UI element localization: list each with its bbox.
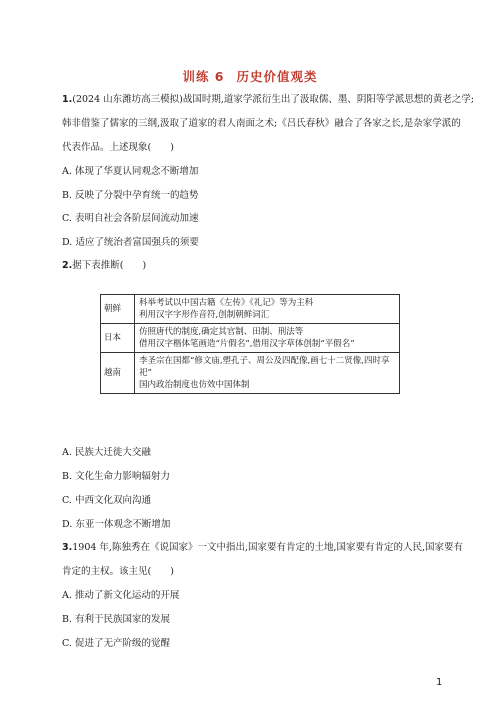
- table-line: 国内政治制度也仿效中国体制: [139, 380, 250, 390]
- q2-option-c: C. 中西文化双向沟通: [62, 495, 151, 506]
- table-country: 越南: [101, 353, 135, 394]
- table-row: [101, 353, 400, 394]
- table-row: [101, 324, 400, 353]
- q1-option-a: A. 体现了华夏认同观念不断增加: [62, 166, 199, 177]
- table-content: [135, 324, 400, 353]
- q3-line-1: [62, 541, 463, 554]
- q3-option-b: B. 有利于民族国家的发展: [62, 614, 171, 625]
- title-part1: 训练 6: [182, 69, 225, 84]
- q2-option-a: A. 民族大迁徙大交融: [62, 447, 151, 458]
- q2-option-d: D. 东亚一体观念不断增加: [62, 519, 171, 530]
- q3-number: 3.: [62, 542, 73, 553]
- table-country: 朝鲜: [101, 295, 135, 324]
- q1-line-2: 韩非借鉴了儒家的三纲,汲取了道家的君人南面之术;《吕氏春秋》融合了各家之长,是杂家学派的: [62, 118, 461, 129]
- q1-option-b: B. 反映了分裂中孕育统一的趋势: [62, 190, 199, 201]
- table-line: 科举考试以中国古籍《左传》《礼记》等为主科: [139, 298, 314, 308]
- q3-text-1: 1904 年,陈独秀在《说国家》一文中指出,国家要有肯定的土地,国家要有肯定的人民,国家要有: [72, 542, 464, 553]
- table-line: 仿照唐代的制度,确定其官制、田制、刑法等: [139, 327, 304, 337]
- q3-option-c: C. 促进了无产阶级的觉醒: [62, 638, 170, 649]
- q2-number: 2.: [62, 260, 73, 271]
- page-number: 1: [436, 677, 443, 688]
- q1-text-1: (2024 山东潍坊高三模拟)战国时期,道家学派衍生出了汲取儒、墨、阴阳等学派思想的黄老之学;: [72, 94, 475, 105]
- q1-option-c: C. 表明自社会各阶层间流动加速: [62, 213, 199, 224]
- table-content: [135, 295, 400, 324]
- q1-number: 1.: [62, 94, 73, 105]
- history-table: [100, 294, 400, 394]
- q1-option-d: D. 适应了统治者富国强兵的须要: [62, 237, 199, 248]
- q3-line-2: 肯定的主权。该主见( ): [62, 566, 174, 577]
- q2-option-b: B. 文化生命力影响辐射力: [62, 471, 171, 482]
- table-line: 利用汉字字形作音符,创制朝鲜词汇: [139, 310, 270, 320]
- page-title: [0, 67, 500, 85]
- q2-stem: 据下表推断( ): [72, 260, 147, 271]
- table-content: [135, 353, 400, 394]
- q2-line-1: [62, 259, 146, 272]
- q3-option-a: A. 推动了新文化运动的开展: [62, 590, 180, 601]
- table-line: 借用汉字楷体笔画造“片假名”,借用汉字草体创制“平假名”: [139, 339, 355, 349]
- title-part2: 历史价值观类: [236, 69, 318, 84]
- q1-line-3: 代表作品。上述现象( ): [62, 142, 174, 153]
- q1-line-1: [62, 93, 474, 106]
- table-country: 日本: [101, 324, 135, 353]
- table-row: [101, 295, 400, 324]
- table-line: 李圣宗在国都“修文庙,塑孔子、周公及四配像,画七十二贤像,四时享祀”: [139, 356, 390, 378]
